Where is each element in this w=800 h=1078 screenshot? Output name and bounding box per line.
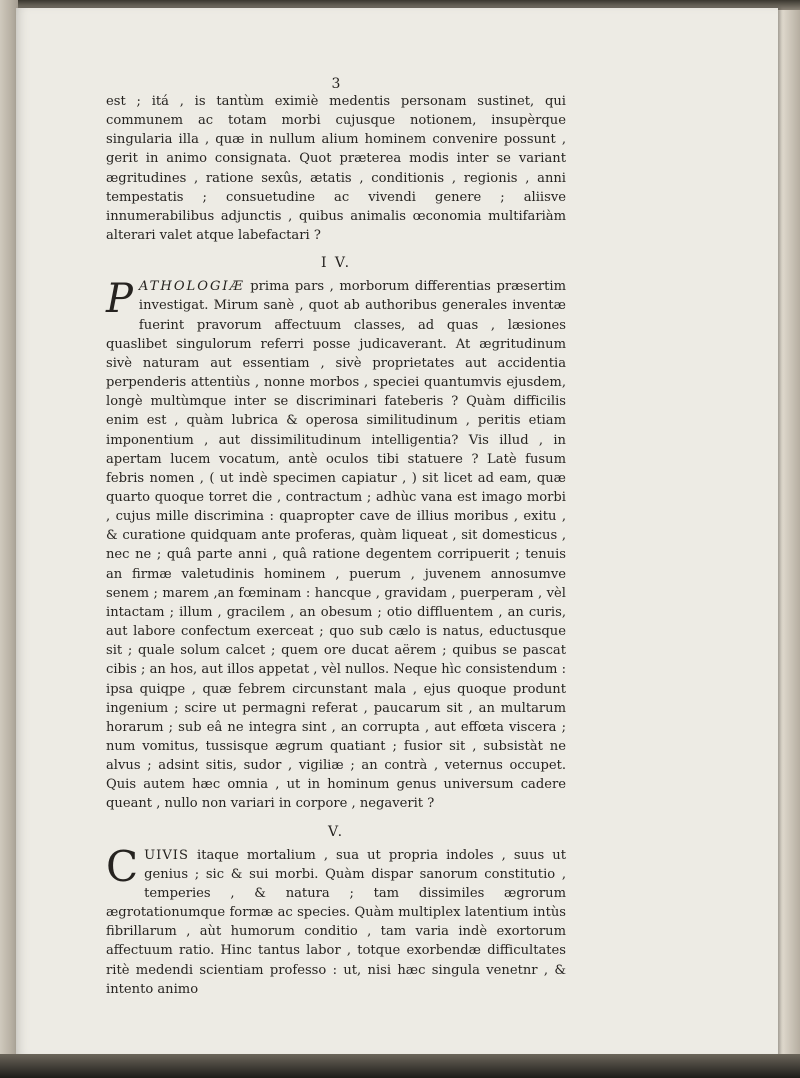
intro-paragraph: est ; itá , is tantùm eximiè medentis personam sustinet, qui communem ac totam morbi cujusque notionem, insupèrque singularia illa , quæ in nullum alium hominem convenire possunt , gerit in animo consignata. Quot præterea modis inter se variant ægritudines , ratione sexûs, ætatis , conditionis , regionis , anni tempestatis ; consuetudine ac vivendi genere ; aliisve innumerabilibus adjunctis , quibus animalis œconomia multifariàm alterari valet atque labefactari ? [106, 94, 566, 244]
section-heading-v: V. [327, 823, 345, 840]
page-text [106, 76, 566, 999]
section-heading-iv: I V. [320, 255, 352, 272]
section-iv-lead-word: ATHOLOGIÆ [138, 279, 245, 295]
bottom-edge-shadow [0, 1054, 800, 1078]
section-iv-paragraph [106, 277, 566, 813]
page-number: 3 [331, 76, 341, 92]
section-v-lead-word: UIVIS [144, 847, 189, 863]
section-iv-text: prima pars , morborum differentias præsertim investigat. Mirum sanè , quot ab authoribus generales inventæ fuerint pravorum affectuum classes, ad quas , læsiones quaslibet singulorum referri posse judicaverant. At ægritudinum sivè naturam aut essentiam , sivè proprietates aut accidentia perpenderis attentiùs , nonne morbos , speciei quantumvis ejusdem, longè multùmque inter se discriminari fateberis ? Quàm difficilis enim est , quàm lubrica & operosa similitudinum , peritis etiam imponentium , aut dissimilitudinum intelligentia? Vis illud , in apertam lucem vocatum, antè oculos tibi statuere ? Latè fusum febris nomen , ( ut indè specimen capiatur , ) sit licet ad eam, quæ quarto quoque torret die , contractum ; adhùc vana est imago morbi , cujus mille discrimina : quapropter cave de illius moribus , exitu , & curatione quidquam ante proferas, quàm liqueat , sit domesticus , nec ne ; quâ parte anni , quâ ratione degentem corripuerit ; tenuis an firmæ valetudinis hominem , puerum , juvenem annosumve senem ; marem ,an fœminam : hancque , gravidam , puerperam , vèl intactam ; illum , gracilem , an obesum ; otio diffluentem , an curis, aut labore confectum exerceat ; quo sub cælo is natus, eductusque sit ; quale solum calcet ; quem ore ducat aërem ; quibus se pascat cibis ; an hos, aut illos appetat , vèl nullos. Neque hìc consistendum : ipsa quiqpe , quæ febrem circunstant mala , ejus quoque produnt ingenium ; scire ut permagni referat , paucarum sit , an multarum horarum ; sub eâ ne integra sint , an corrupta , aut effœta viscera ; num vomitus, tussisque ægrum quatiant ; fusior sit , subsistàt ne alvus ; adsint sitis, sudor , vigiliæ ; an contrà , veternus occupet. Quis autem hæc omnia , ut in hominum genus universum cadere queant , nullo non variari in corpore , negaverit ? [106, 279, 566, 812]
section-v-paragraph [106, 841, 566, 999]
dropcap-c: C [106, 841, 139, 891]
section-v-text: itaque mortalium , sua ut propria indoles , suus ut genius ; sic & sui morbi. Quàm dispar sanorum constitutio , temperies , & natura ; tam dissimiles ægrorum ægrotationumque formæ ac species. Quàm multiplex latentium intùs fibrillarum , aùt humorum conditio , tam varia indè exortorum affectuum ratio. Hinc tantus labor , totque exorbendæ difficultates ritè medendi scientiam professo : ut, nisi hæc singula venetnr , & intento animo [106, 847, 566, 997]
dropcap-p: P [106, 276, 133, 323]
